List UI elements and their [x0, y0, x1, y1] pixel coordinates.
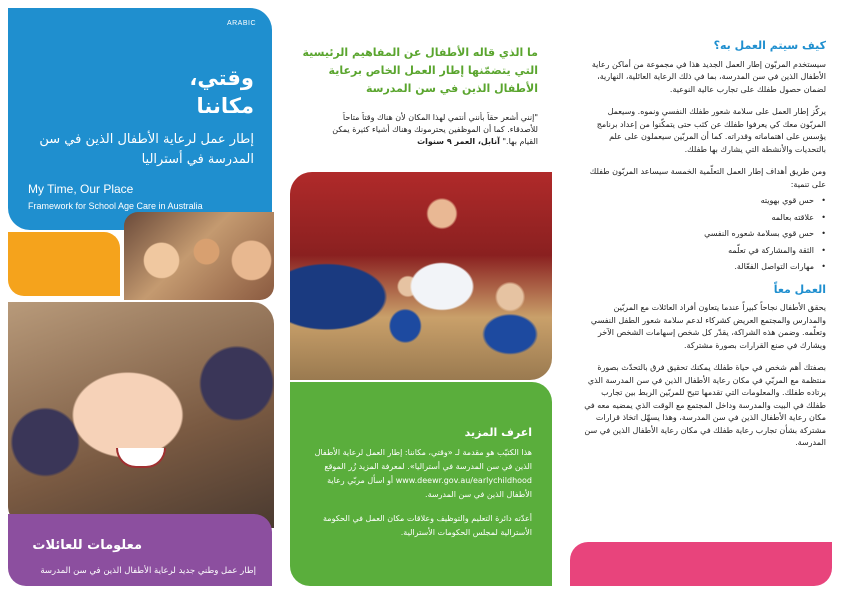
list-item: • الثقة والمشاركة في تعلّمه [582, 245, 826, 258]
language-tag: ARABIC [226, 20, 256, 27]
cover-title-english: My Time, Our Place [28, 182, 134, 196]
learn-more-panel [290, 382, 552, 586]
working-together-paragraph-2: بصفتك أهم شخص في حياة طفلك يمكنك تحقيق فرق بالتحدّث بصورة منتظمة مع المربّي في مكان رعاية الأطفال الذين في سن المدرسة الذي يرتاده طفلك. والمعلومات التي تقدمها تتيح للمربّين الربط بين تجارب طفلك في البيت والمدرسة وداخل المجتمع مع الوقت الذي يمضيه معه في مكان رعاية الأطفال الذين في سن المدرسة، وهذا يسهّل اتخاذ قرارات مشتركة بشأن تجارب رعاية طفلك في مكان رعاية الأطفال الذين في سن المدرسة. [584, 363, 826, 447]
learn-more-title: اعرف المزيد [464, 426, 532, 439]
cover-title-line1: وقتي، [189, 66, 254, 90]
list-item: • علاقته بعالمه [582, 212, 826, 225]
learn-more-note: أعدّته دائرة التعليم والتوظيف وعلاقات مكان العمل في الحكومة الأسترالية لمجلس الحكومات الأسترالية. [323, 514, 532, 537]
info-column [582, 40, 826, 460]
how-used-paragraph-1: سيستخدم المربّون إطار العمل الجديد هذا في مجموعة من أماكن رعاية الأطفال الذين في سن المدرسة، بما في ذلك الرعاية العائلية، النهارية، لضمان حصول طفلك على تجارب عالية النوعية. [591, 59, 826, 94]
classroom-photo [290, 172, 552, 380]
orange-accent-block [8, 232, 120, 296]
cover-title-line2: مكاننا [196, 94, 254, 118]
cover-title [189, 64, 254, 120]
working-together-title: العمل معاً [773, 282, 826, 296]
cover-subtitle-english: Framework for School Age Care in Australia [28, 201, 203, 211]
learn-more-body: هذا الكتيّب هو مقدمة لـ «وقتي، مكاننا: إطار العمل لرعاية الأطفال الذين في سن المدرسة في أستراليا». لمعرفة المزيد زُر الموقع www.deewr.gov.au/earlychildhood أو اسأل مربّي رعاية الأطفال الذين في سن المدرسة. [314, 448, 532, 499]
families-title: معلومات للعائلات [32, 538, 142, 553]
pink-accent-block [570, 542, 832, 586]
list-item: • حس قوي بهويته [582, 195, 826, 208]
list-item: • حس قوي بسلامة شعوره النفسي [582, 228, 826, 241]
how-used-paragraph-3: ومن طريق أهداف إطار العمل التعلّمية الخمسة سيساعد المربّون طفلك على تنمية: [589, 167, 826, 189]
quote-text: "إنني أشعر حقاً بأنني أنتمي لهذا المكان لأن هناك وقتاً متاحاً للأصدقاء. كما أن الموظفين يحترمونك وهناك أشياء كثيرة يمكن القيام بها." [332, 113, 538, 146]
how-used-title: كيف سيتم العمل به؟ [713, 40, 826, 52]
quote-attribution: آنابل، العمر ٩ سنوات [417, 137, 500, 146]
how-used-paragraph-2: يركّز إطار العمل على سلامة شعور طفلك النفسي ونموه. وسيعمل المربّون معك كي يعرفوا طفلك عن كثب حتى يتمكّنوا من إعداد برنامج يؤسس على اهتماماته وقدراته. كما أن المربّين سيعملون على علم بالتحديات والأنشطة التي يشارك بها طفلك. [596, 107, 826, 154]
quote-heading: ما الذي قاله الأطفال عن المفاهيم الرئيسية التي يتضمّنها إطار العمل الخاص برعاية الأطفال الذين في سن المدرسة [302, 46, 538, 95]
children-group-photo [124, 212, 274, 300]
families-info-panel [8, 514, 272, 586]
list-item: • مهارات التواصل الفعّالة. [582, 261, 826, 274]
working-together-paragraph-1: يحقق الأطفال نجاحاً كبيراً عندما يتعاون أفراد العائلات مع المربّين والمدارس والمجتمع العريض كشركاء لدعم سلامة شعور الطفل النفسي وتعلّمه. وضمن هذه الشراكة، يقدّر كل شخص إسهامات الشخص الآخر ويشارك في صنع القرارات بصورة مشتركة. [590, 303, 826, 350]
cover-panel [8, 8, 272, 230]
learning-outcomes-list [582, 195, 826, 274]
face-painted-girl-photo [8, 302, 274, 528]
cover-subtitle-arabic: إطار عمل لرعاية الأطفال الذين في سن المدرسة في أستراليا [39, 132, 254, 167]
child-quote [318, 112, 538, 148]
photo-smile-detail [116, 448, 166, 468]
families-subtitle: إطار عمل وطني جديد لرعاية الأطفال الذين في سن المدرسة [40, 566, 256, 576]
